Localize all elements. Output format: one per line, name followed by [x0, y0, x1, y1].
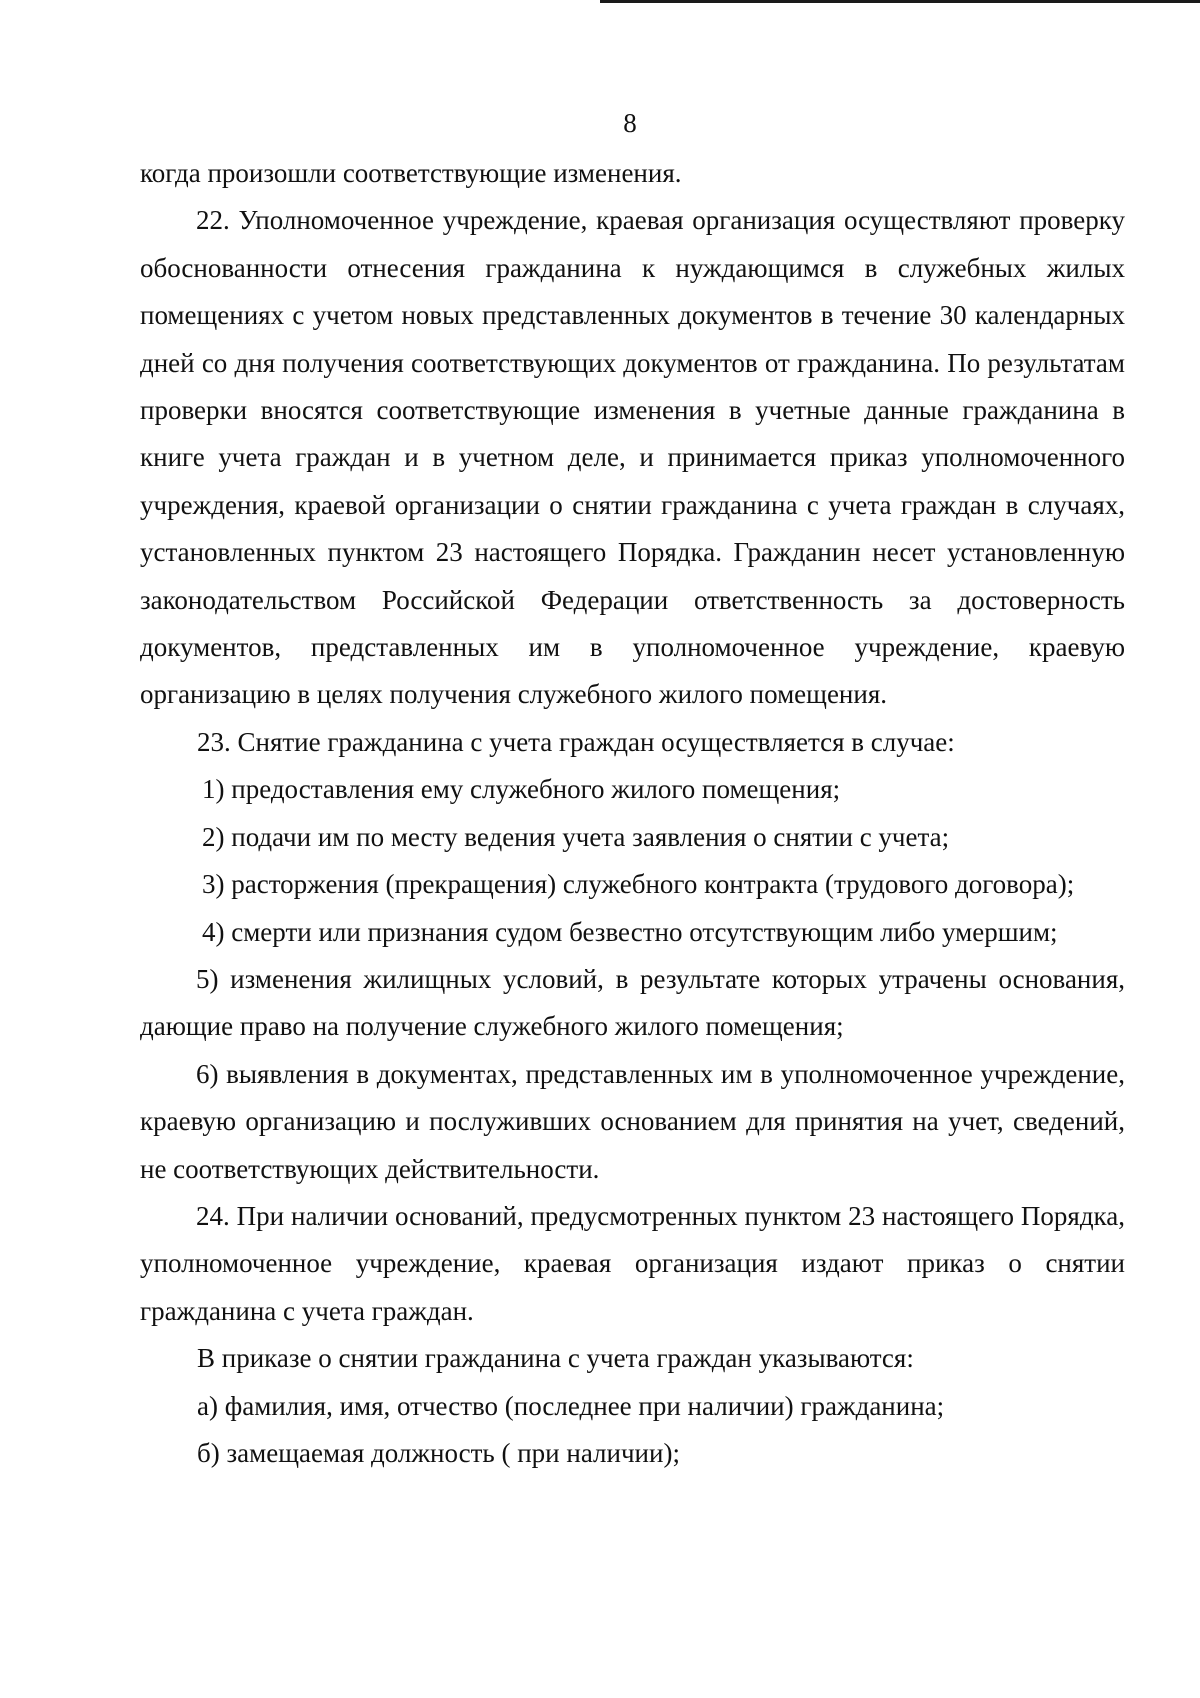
list-item-3: 3) расторжения (прекращения) служебного контракта (трудового договора);	[202, 869, 1075, 900]
order-intro: В приказе о снятии гражданина с учета граждан указываются:	[197, 1343, 914, 1374]
list-item-6: 6) выявления в документах, представленных им в уполномоченное учреждение, краевую организацию и послуживших основанием для принятия на учет, сведений, не соответствующих действительности.	[140, 1058, 1125, 1184]
list-item-1: 1) предоставления ему служебного жилого помещения;	[202, 774, 841, 805]
paragraph-22: 22. Уполномоченное учреждение, краевая организация осуществляют проверку обоснованности отнесения гражданина к нуждающимся в служебных жилых помещениях с учетом новых представленных документов в течение 30 календарных дней со дня получения соответствующих документов от гражданина. По результатам проверки вносятся соответствующие изменения в учетные данные гражданина в книге учета граждан и в учетном деле, и принимается приказ уполномоченного учреждения, краевой организации о снятии гражданина с учета граждан в случаях, установленных пунктом 23 настоящего Порядка. Гражданин несет установленную законодательством Российской Федерации ответственность за достоверность документов, представленных им в уполномоченное учреждение, краевую организацию в целях получения служебного жилого помещения.	[140, 205, 1125, 710]
scan-edge-line	[600, 0, 1200, 3]
page-number: 8	[623, 108, 637, 138]
paragraph-24: 24. При наличии оснований, предусмотренных пунктом 23 настоящего Порядка, уполномоченное учреждение, краевая организация издают приказ о снятии гражданина с учета граждан.	[140, 1200, 1125, 1326]
list-item-4: 4) смерти или признания судом безвестно отсутствующим либо умершим;	[202, 916, 1058, 947]
document-body	[140, 150, 1125, 1477]
list-item-5: 5) изменения жилищных условий, в результате которых утрачены основания, дающие право на получение служебного жилого помещения;	[140, 963, 1125, 1042]
list-item-b: б) замещаемая должность ( при наличии);	[197, 1437, 680, 1468]
paragraph-23: 23. Снятие гражданина с учета граждан осуществляется в случае:	[197, 726, 955, 757]
paragraph-continuation: когда произошли соответствующие изменения.	[140, 158, 682, 188]
list-item-2: 2) подачи им по месту ведения учета заявления о снятии с учета;	[202, 821, 950, 852]
list-item-a: а) фамилия, имя, отчество (последнее при наличии) гражданина;	[197, 1390, 945, 1421]
